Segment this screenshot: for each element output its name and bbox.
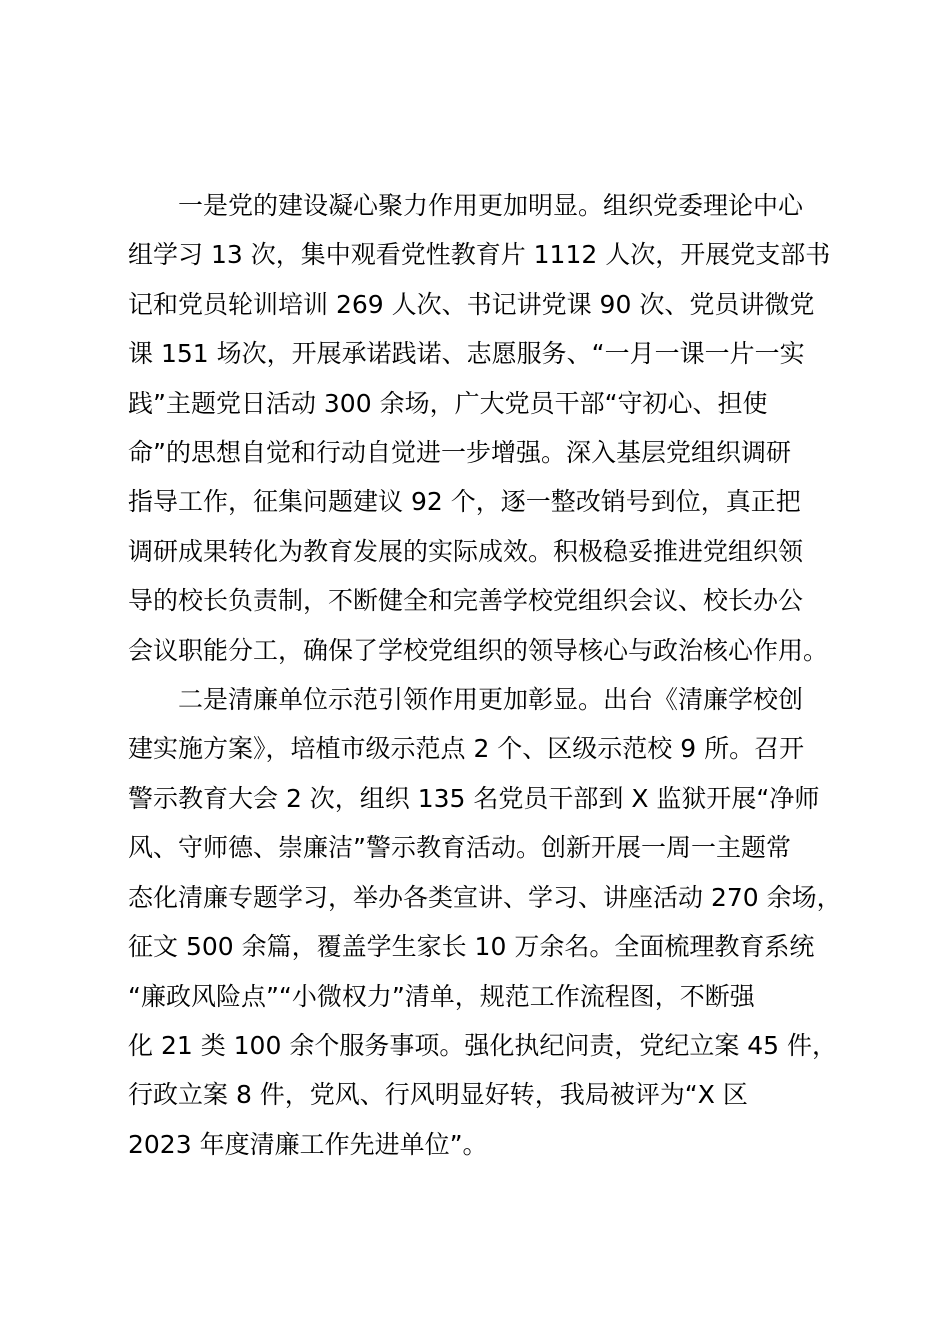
text-line: 会议职能分工，确保了学校党组织的领导核心与政治核心作用。 <box>128 635 829 665</box>
text-line: 导的校长负责制，不断健全和完善学校党组织会议、校长办公 <box>128 586 804 616</box>
paragraph-party-building <box>128 181 852 675</box>
text-line: 2023 年度清廉工作先进单位”。 <box>128 1129 488 1159</box>
text-line: 二是清廉单位示范引领作用更加彰显。出台《清廉学校创 <box>178 685 804 715</box>
text-line: 调研成果转化为教育发展的实际成效。积极稳妥推进党组织领 <box>128 536 804 566</box>
text-line: 风、守师德、崇廉洁”警示教育活动。创新开展一周一主题常 <box>128 833 791 863</box>
document-body <box>128 181 852 1169</box>
text-line: 行政立案 8 件，党风、行风明显好转，我局被评为“X 区 <box>128 1080 748 1110</box>
text-line: 态化清廉专题学习，举办各类宣讲、学习、讲座活动 270 余场， <box>128 882 842 912</box>
text-line: 践”主题党日活动 300 余场，广大党员干部“守初心、担使 <box>128 388 768 418</box>
text-line: 记和党员轮训培训 269 人次、书记讲党课 90 次、党员讲微党 <box>128 289 815 319</box>
text-line: 征文 500 余篇，覆盖学生家长 10 万余名。全面梳理教育系统 <box>128 932 815 962</box>
text-line: 一是党的建设凝心聚力作用更加明显。组织党委理论中心 <box>178 191 804 220</box>
text-line: 组学习 13 次，集中观看党性教育片 1112 人次，开展党支部书 <box>128 240 831 270</box>
text-line: “廉政风险点”“小微权力”清单，规范工作流程图，不断强 <box>128 981 755 1011</box>
text-line: 命”的思想自觉和行动自觉进一步增强。深入基层党组织调研 <box>128 438 791 468</box>
text-line: 建实施方案》，培植市级示范点 2 个、区级示范校 9 所。召开 <box>128 734 805 764</box>
text-line: 课 151 场次，开展承诺践诺、志愿服务、“一月一课一片一实 <box>128 339 805 369</box>
paragraph-clean-government <box>128 675 852 1169</box>
text-line: 警示教育大会 2 次，组织 135 名党员干部到 X 监狱开展“净师 <box>128 783 820 813</box>
text-line: 化 21 类 100 余个服务事项。强化执纪问责，党纪立案 45 件， <box>128 1030 838 1060</box>
text-line: 指导工作，征集问题建议 92 个，逐一整改销号到位，真正把 <box>128 487 801 517</box>
